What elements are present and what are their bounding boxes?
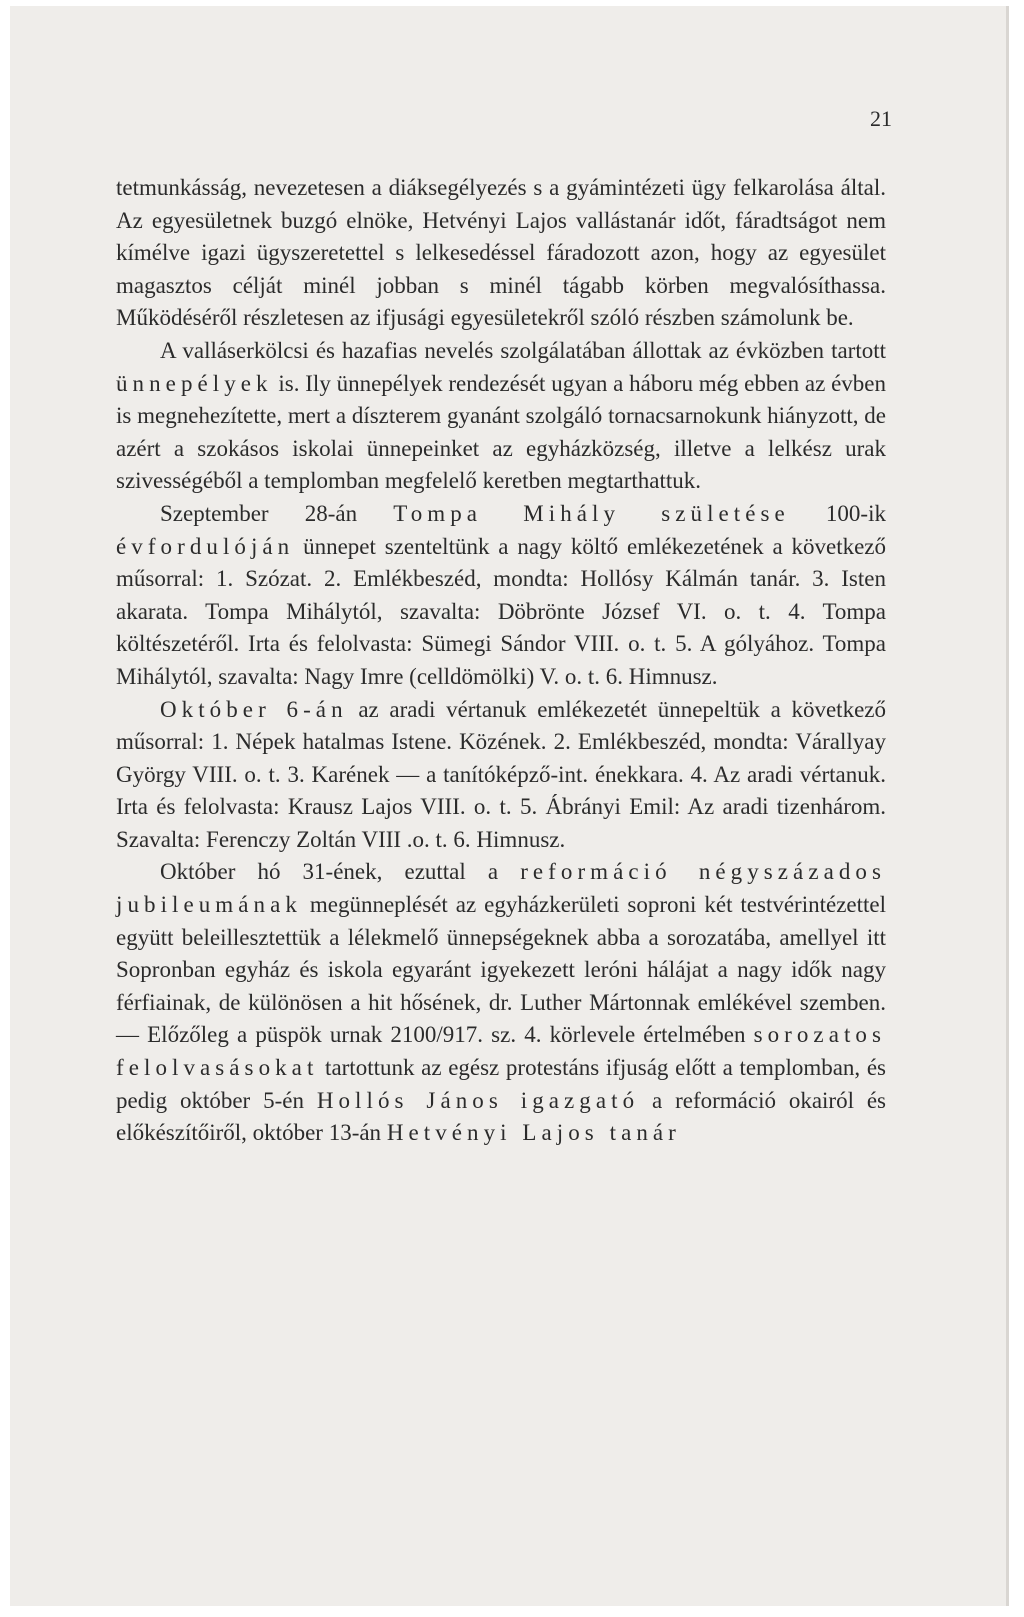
page-body-text (116, 172, 886, 1150)
spaced-emphasis: reformáció négyszázados jubileumának (116, 859, 886, 918)
paragraph (116, 335, 886, 498)
text-run: az aradi vértanuk emlékezetét ünnepeltük a következő műsorral: 1. Népek hatalmas Istene. Közének. 2. Emlékbeszéd, mondta: Várallyay György VIII. o. t. 3. Karének — a tanítóképző-int. énekkara. 4. Az aradi vértanuk. Irta és felolvasta: Krausz Lajos VIII. o. t. 5. Ábrányi Emil: Az aradi tizenhárom. Szavalta: Ferenczy Zoltán VIII .o. t. 6. Himnusz. (116, 696, 886, 852)
spaced-emphasis: Hetvényi Lajos tanár (386, 1120, 681, 1146)
text-run: Október hó 31-ének, ezuttal a (160, 859, 521, 885)
spaced-emphasis: ünnepélyek (116, 370, 273, 396)
text-run: tartottunk az egész protestáns ifjuság előtt a templomban, és pedig október 5-én (116, 1055, 886, 1113)
text-run: ünnepet szenteltünk a nagy költő emlékezetének a következő műsorral: 1. Szózat. 2. Emlékbeszéd, mondta: Hollósy Kálmán tanár. 3. Isten akarata. Tompa Mihálytól, szavalta: Döbrönte József VI. o. t. 4. Tompa költészetéről. Irta és felolvasta: Sümegi Sándor VIII. o. t. 5. A gólyához. Tompa Mihálytól, szavalta: Nagy Imre (celldömölki) V. o. t. 6. Himnusz. (116, 533, 886, 689)
text-run: megünneplését az egyházkerületi soproni két testvérintézettel együtt beleillesztettük a lélekmelő ünnepségeknek abba a sorozatába, amellyel itt Sopronban egyház és iskola egyaránt igyekezett leróni hálájat a nagy idők nagy férfiainak, de különösen a hit hősének, dr. Luther Mártonnak emlékével szemben. — Előzőleg a püspök urnak 2100/917. sz. 4. körlevele értelmében (116, 892, 886, 1048)
text-run: is. Ily ünnepélyek rendezését ugyan a háboru még ebben az évben is megnehezítette, mert a díszterem gyanánt szolgáló tornacsarnokunk hiányzott, de azért a szokásos iskolai ünnepeinket az egyházközség, illetve a lelkész urak szivességéből a templomban megfelelő keretben megtarthattuk. (116, 370, 886, 494)
paragraph (116, 498, 886, 694)
spaced-emphasis: Tompa Mihály születése (393, 500, 790, 526)
paragraph (116, 856, 886, 1149)
spaced-emphasis: sorozatos felolvasásokat (116, 1022, 886, 1081)
text-run: a reformáció okairól és előkészítőiről, október 13-án (116, 1087, 886, 1146)
book-page (10, 6, 1009, 1606)
text-run: tetmunkásság, nevezetesen a diáksegélyezés s a gyámintézeti ügy felkarolása által. Az egyesületnek buzgó elnöke, Hetvényi Lajos vallástanár időt, fáradtságot nem kímélve igazi ügyszeretettel s lelkesedéssel fáradozott azon, hogy az egyesület magasztos célját minél jobban s minél tágabb körben megvalósíthassa. Működéséről részletesen az ifjusági egyesületekről szóló részben számolunk be. (116, 175, 886, 331)
spaced-emphasis: Október 6-án (160, 696, 348, 722)
text-run: A valláserkölcsi és hazafias nevelés szolgálatában állottak az évközben tartott (160, 337, 886, 363)
paragraph (116, 694, 886, 857)
page-number: 21 (870, 106, 892, 131)
text-run: 100-ik (789, 500, 886, 526)
paragraph (116, 172, 886, 335)
spaced-emphasis: Hollós János igazgató (316, 1087, 640, 1113)
spaced-emphasis: évfordulóján (116, 533, 295, 559)
text-run: Szeptember 28-án (160, 500, 394, 526)
